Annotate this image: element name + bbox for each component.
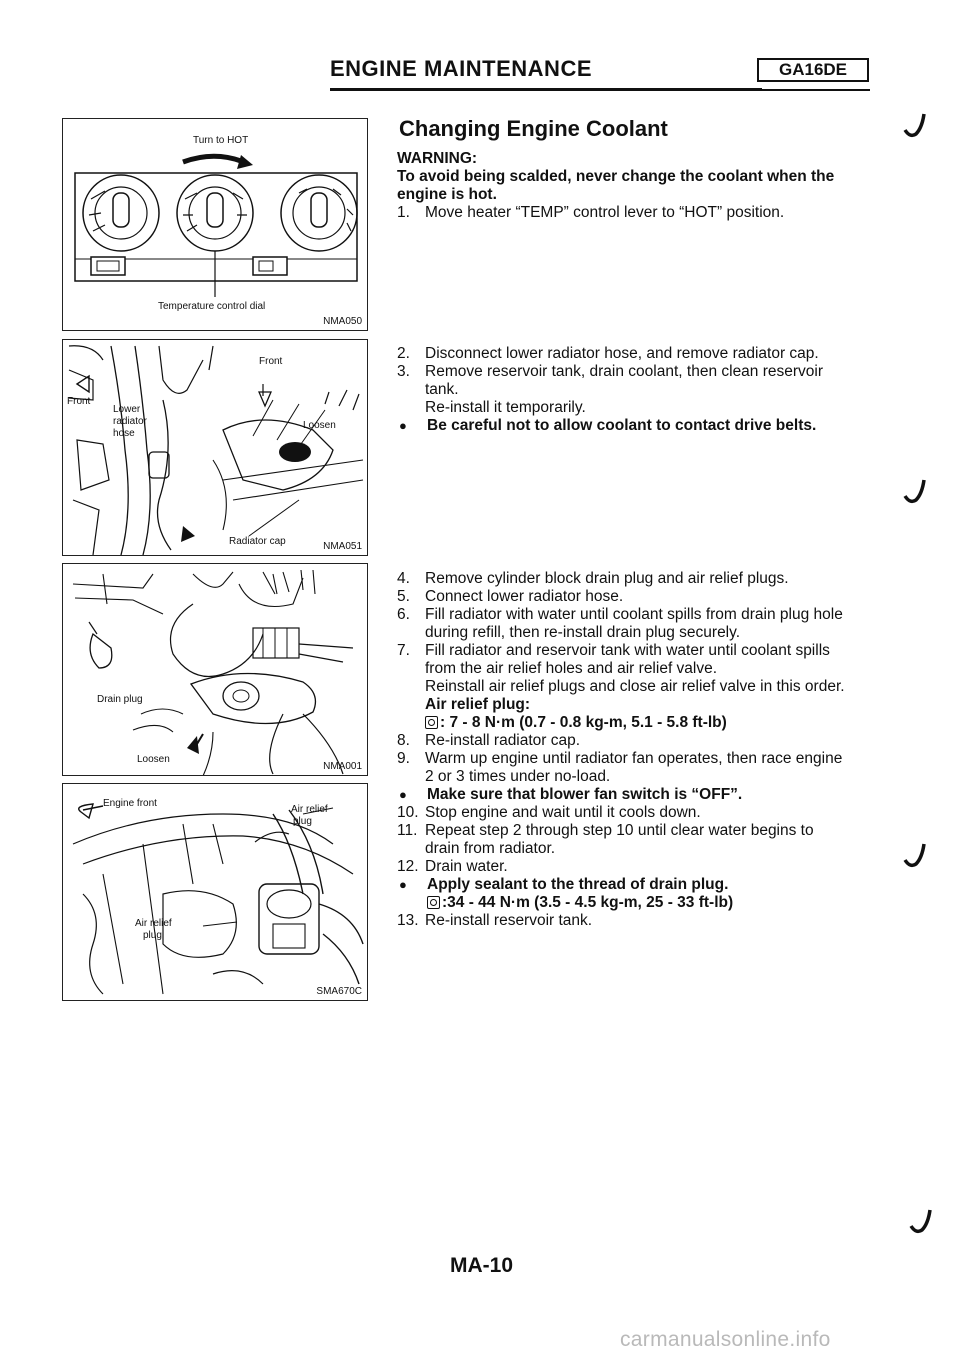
bullet-3-text <box>427 876 897 912</box>
fig1-code: NMA050 <box>323 316 362 327</box>
step-7-line-1: Fill radiator and reservoir tank with water until coolant spills <box>425 642 830 659</box>
step-3-line-1: Remove reservoir tank, drain coolant, then clean reservoir <box>425 363 824 380</box>
step-3-line-3: Re-install it temporarily. <box>425 399 586 416</box>
bullet-2 <box>397 786 897 804</box>
step-3-text <box>425 363 897 417</box>
step-7-number: 7. <box>397 642 410 659</box>
fig3-code: NMA001 <box>323 761 362 772</box>
check-mark-icon <box>908 1208 934 1236</box>
torque-wrench-icon <box>425 716 438 729</box>
air-relief-spec-label: Air relief plug: <box>425 696 531 713</box>
radiator-hose-illustration <box>63 340 368 556</box>
steps-4-13-block <box>397 570 897 930</box>
step-11-line-1: Repeat step 2 through step 10 until clear water begins to <box>425 822 814 839</box>
fig2-code: NMA051 <box>323 541 362 552</box>
step-3 <box>397 363 897 417</box>
step-2-text: Disconnect lower radiator hose, and remove radiator cap. <box>425 345 819 362</box>
step-11-line-2: drain from radiator. <box>425 840 556 857</box>
step-11-text <box>425 822 897 858</box>
step-8-number: 8. <box>397 732 410 749</box>
step-6-line-1: Fill radiator with water until coolant spills from drain plug hole <box>425 606 843 623</box>
fig2-hose-label: hose <box>113 428 135 439</box>
fig2-radiator-cap-label: Radiator cap <box>229 536 286 547</box>
warning-label: WARNING: <box>397 150 478 167</box>
torque-spec-1-text: : 7 - 8 N·m (0.7 - 0.8 kg-m, 5.1 - 5.8 ft-lb) <box>440 714 727 731</box>
step-9 <box>397 750 897 786</box>
step-1 <box>397 204 897 222</box>
bullet-1-text: Be careful not to allow coolant to contact drive belts. <box>427 417 817 434</box>
header-rule-secondary <box>762 89 870 91</box>
fig4-air-relief-bottom-label-2: plug <box>143 930 162 941</box>
fig4-air-relief-bottom-label-1: Air relief <box>135 918 172 929</box>
steps-2-3-block <box>397 345 897 435</box>
step-12 <box>397 858 897 876</box>
fig3-drain-plug-label: Drain plug <box>97 694 143 705</box>
fig2-front-left-label: Front <box>67 396 91 407</box>
bullet-1-marker: ● <box>399 418 407 433</box>
step-13 <box>397 912 897 930</box>
warning-block <box>397 150 897 222</box>
fig4-engine-front-label: Engine front <box>103 798 157 809</box>
step-5-number: 5. <box>397 588 410 605</box>
watermark: carmanualsonline.info <box>620 1328 831 1351</box>
check-mark-icon <box>902 112 928 140</box>
torque-wrench-icon <box>427 896 440 909</box>
bullet-2-text: Make sure that blower fan switch is “OFF”. <box>427 786 743 803</box>
step-3-number: 3. <box>397 363 410 380</box>
step-11 <box>397 822 897 858</box>
step-10-text: Stop engine and wait until it cools down. <box>425 804 701 821</box>
warning-line-1: To avoid being scalded, never change the coolant when the <box>397 168 835 185</box>
step-4-number: 4. <box>397 570 410 587</box>
step-7-text <box>425 642 897 732</box>
drain-plug-illustration <box>63 564 368 776</box>
fig4-air-relief-top-label-2: plug <box>293 816 312 827</box>
bullet-3-marker: ● <box>399 877 407 892</box>
fig2-front-top-label: Front <box>259 356 283 367</box>
step-4 <box>397 570 897 588</box>
step-12-number: 12. <box>397 858 419 875</box>
step-1-text: Move heater “TEMP” control lever to “HOT” position. <box>425 204 785 221</box>
check-mark-icon <box>902 842 928 870</box>
heater-controls-illustration <box>63 119 368 331</box>
check-mark-icon <box>902 478 928 506</box>
step-8 <box>397 732 897 750</box>
page-number: MA-10 <box>450 1254 514 1277</box>
figure-heater-controls <box>62 118 368 331</box>
step-6-number: 6. <box>397 606 410 623</box>
step-6-line-2: during refill, then re-install drain plug securely. <box>425 624 741 641</box>
fig2-loosen-label: Loosen <box>303 420 336 431</box>
step-7-line-2: from the air relief holes and air relief valve. <box>425 660 718 677</box>
step-9-text <box>425 750 897 786</box>
step-6 <box>397 606 897 642</box>
step-4-text: Remove cylinder block drain plug and air relief plugs. <box>425 570 789 587</box>
engine-code-badge: GA16DE <box>757 58 869 82</box>
fig2-radiator-label: radiator <box>113 416 147 427</box>
step-6-text <box>425 606 897 642</box>
step-9-line-2: 2 or 3 times under no-load. <box>425 768 611 785</box>
step-12-text: Drain water. <box>425 858 508 875</box>
step-5-text: Connect lower radiator hose. <box>425 588 624 605</box>
page-header-title: ENGINE MAINTENANCE <box>330 56 593 81</box>
step-2-number: 2. <box>397 345 410 362</box>
step-9-line-1: Warm up engine until radiator fan operates, then race engine <box>425 750 843 767</box>
bullet-2-marker: ● <box>399 787 407 802</box>
step-9-number: 9. <box>397 750 410 767</box>
step-3-line-2: tank. <box>425 381 459 398</box>
step-13-number: 13. <box>397 912 419 929</box>
bullet-1 <box>397 417 897 435</box>
torque-spec-2 <box>427 894 897 912</box>
step-11-number: 11. <box>397 822 418 839</box>
fig2-lower-label: Lower <box>113 404 141 415</box>
step-7-line-3: Reinstall air relief plugs and close air relief valve in this order. <box>425 678 845 695</box>
step-2 <box>397 345 897 363</box>
fig3-loosen-label: Loosen <box>137 754 170 765</box>
figure-radiator-hose <box>62 339 368 556</box>
step-1-number: 1. <box>397 204 410 221</box>
step-13-text: Re-install reservoir tank. <box>425 912 593 929</box>
bullet-3 <box>397 876 897 912</box>
step-7 <box>397 642 897 732</box>
fig4-air-relief-top-label-1: Air relief <box>291 804 328 815</box>
section-title: Changing Engine Coolant <box>399 116 668 141</box>
step-10-number: 10. <box>397 804 419 821</box>
bullet-3-line: Apply sealant to the thread of drain plug. <box>427 876 729 893</box>
fig1-bottom-label: Temperature control dial <box>158 301 266 312</box>
step-10 <box>397 804 897 822</box>
torque-spec-1 <box>425 714 897 732</box>
figure-air-relief-plugs <box>62 783 368 1001</box>
header-rule <box>330 88 762 91</box>
figure-drain-plug <box>62 563 368 776</box>
step-8-text: Re-install radiator cap. <box>425 732 581 749</box>
warning-line-2: engine is hot. <box>397 186 497 203</box>
fig1-top-label: Turn to HOT <box>193 135 249 146</box>
torque-spec-2-text: :34 - 44 N·m (3.5 - 4.5 kg-m, 25 - 33 ft-lb) <box>442 894 734 911</box>
air-relief-plugs-illustration <box>63 784 368 1001</box>
fig4-code: SMA670C <box>316 986 362 997</box>
step-5 <box>397 588 897 606</box>
